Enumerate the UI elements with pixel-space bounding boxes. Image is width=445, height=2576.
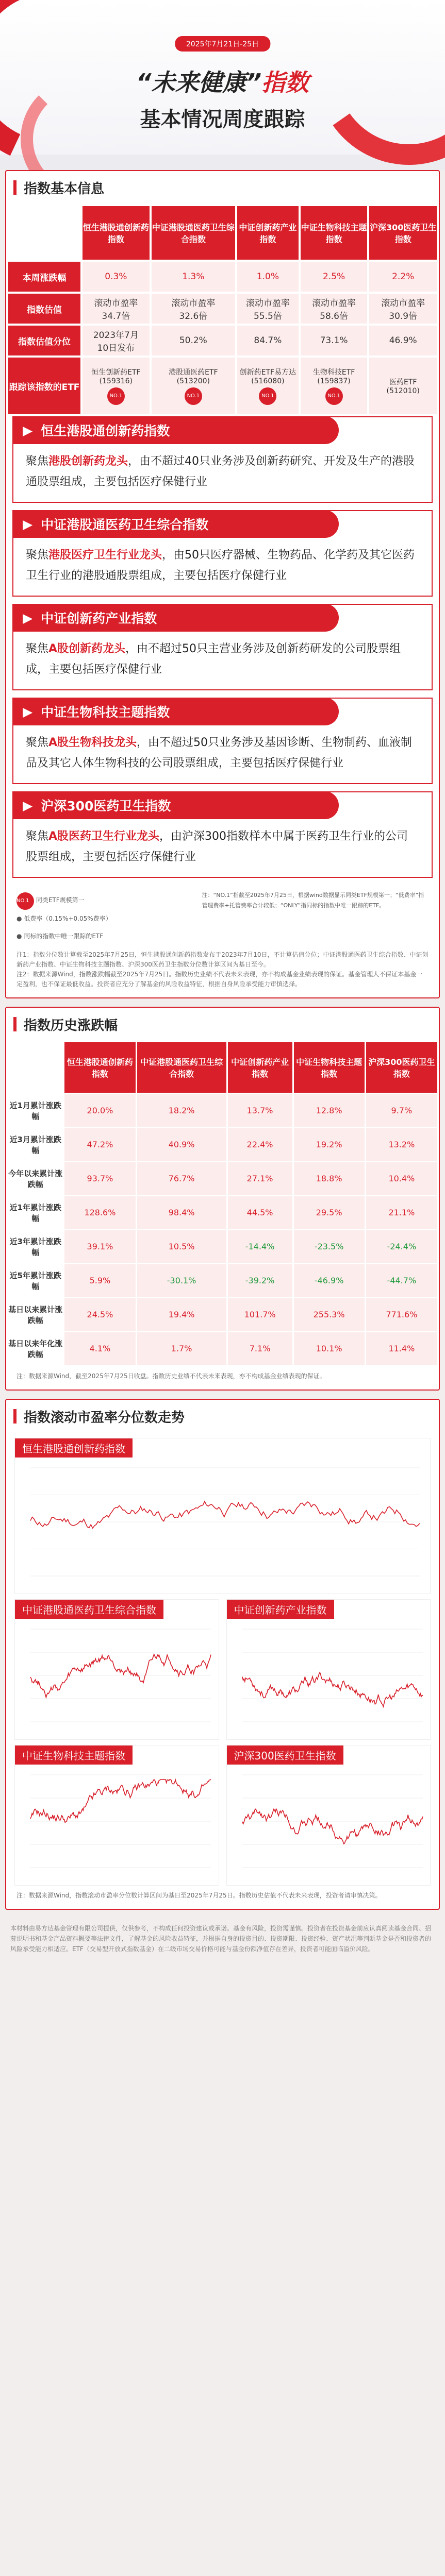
row-header: 近1月累计涨跌幅 <box>8 1094 63 1127</box>
row-header: 指数估值 <box>8 294 80 324</box>
badge-no1-icon: NO.1 <box>17 892 34 910</box>
row-header: 基日以来年化涨跌幅 <box>8 1332 63 1365</box>
index-card-desc: 聚焦A股生物科技龙头，由不超过50只业务涉及基因诊断、生物制药、血液制品及其它人体生物科技的公司股票组成，主要包括医疗保健行业 <box>26 736 413 770</box>
index-card-title: ▶ 中证生物科技主题指数 <box>12 698 339 725</box>
table-row <box>8 1128 437 1161</box>
section-header <box>6 171 439 204</box>
table-row <box>8 1298 437 1331</box>
table-row <box>8 1230 437 1263</box>
arrow-icon: ▶ <box>23 704 33 719</box>
row-header: 近3月累计涨跌幅 <box>8 1128 63 1161</box>
table-cell: -14.4% <box>228 1230 292 1263</box>
table-row <box>8 1094 437 1127</box>
table-cell: 13.2% <box>366 1128 437 1161</box>
badge-no1-icon: NO.1 <box>325 387 343 405</box>
hero-banner <box>0 0 445 170</box>
series-line <box>30 1780 211 1822</box>
index-card-desc: 聚焦港股创新药龙头，由不超过40只业务涉及创新药研究、开发及生产的港股通股票组成，主要包括医疗保健行业 <box>26 455 415 488</box>
series-line <box>242 1672 423 1707</box>
history-note: 注：数据来源Wind，截至2025年7月25日收盘。指数历史业绩不代表未来表现，亦不构成基金业绩表现的保证。 <box>17 1372 326 1380</box>
series-line <box>30 1654 211 1698</box>
table-header: 中证创新药产业指数 <box>228 1042 292 1093</box>
table-cell: 0.3% <box>83 262 150 292</box>
basic-info-table <box>6 204 439 416</box>
table-cell: 恒生创新药ETF (159316) NO.1 <box>83 358 150 414</box>
pe-line-chart <box>15 1458 425 1591</box>
basic-info-section <box>5 170 440 998</box>
pe-chart-3 <box>226 1599 431 1740</box>
table-header: 中证生物科技主题指数 <box>301 206 368 260</box>
row-header: 指数估值分位 <box>8 326 80 355</box>
table-cell: 4.1% <box>64 1332 135 1365</box>
only-icon: ● <box>17 933 22 940</box>
table-cell: -44.7% <box>366 1264 437 1297</box>
note-text: 注1：指数分位数计算截至2025年7月25日，恒生港股通创新药指数发布于2023年7月10日，不计算估值分位；中证港股通医药卫生综合指数、中证创新药产业指数、中证生物科技主题指数、沪深300医药卫生指数分位数计算区间为基日至今。 <box>17 951 428 968</box>
table-header: 沪深300医药卫生指数 <box>369 206 437 260</box>
index-card <box>12 698 433 784</box>
table-cell: 10.1% <box>294 1332 365 1365</box>
table-cell: 46.9% <box>369 326 437 355</box>
legend-items: NO.1 同类ETF规模第一 ● 低费率（0.15%+0.05%费率） ● 同标的指数中唯一跟踪的ETF <box>17 890 202 945</box>
table-row <box>8 1162 437 1195</box>
table-cell: 11.4% <box>366 1332 437 1365</box>
table-cell: 12.8% <box>294 1094 365 1127</box>
index-card <box>12 510 433 597</box>
row-header: 基日以来累计涨跌幅 <box>8 1298 63 1331</box>
table-cell: 18.8% <box>294 1162 365 1195</box>
row-header: 近1年累计涨跌幅 <box>8 1196 63 1229</box>
chart-title: 沪深300医药卫生指数 <box>227 1745 343 1765</box>
table-cell: 滚动市盈率 55.5倍 <box>237 294 299 324</box>
pe-note: 注：数据来源Wind，指数滚动市盈率分位数计算区间为基日至2025年7月25日。指数历史估值不代表未来表现，投资者请审慎决策。 <box>17 1892 382 1899</box>
table-cell: 40.9% <box>137 1128 226 1161</box>
arrow-icon: ▶ <box>23 422 33 438</box>
table-cell: -39.2% <box>228 1264 292 1297</box>
table-row <box>8 1196 437 1229</box>
table-cell: 73.1% <box>301 326 368 355</box>
table-cell: 医药ETF (512010) <box>369 358 437 414</box>
table-cell: 44.5% <box>228 1196 292 1229</box>
table-cell: 滚动市盈率 30.9倍 <box>369 294 437 324</box>
table-cell: -24.4% <box>366 1230 437 1263</box>
section-marker <box>13 1409 17 1423</box>
legend-block <box>6 885 439 950</box>
index-card-desc: 聚焦港股医疗卫生行业龙头，由50只医疗器械、生物药品、化学药及其它医药卫生行业的港股通股票组成，主要包括医疗保健行业 <box>26 549 415 582</box>
section-title: 指数基本信息 <box>24 181 105 197</box>
table-cell: 7.1% <box>228 1332 292 1365</box>
table-header: 沪深300医药卫生指数 <box>366 1042 437 1093</box>
badge-no1-icon: NO.1 <box>107 387 125 405</box>
table-cell: 39.1% <box>64 1230 135 1263</box>
table-cell: 19.2% <box>294 1128 365 1161</box>
table-cell: 5.9% <box>64 1264 135 1297</box>
table-cell: 1.0% <box>237 262 299 292</box>
section-marker <box>13 1017 17 1031</box>
pe-chart-1 <box>14 1438 431 1594</box>
pe-line-chart <box>227 1765 428 1883</box>
hero-title: “未来健康”指数 <box>136 69 309 96</box>
index-card-title: ▶ 沪深300医药卫生指数 <box>12 791 339 819</box>
table-cell: 滚动市盈率 58.6倍 <box>301 294 368 324</box>
badge-no1-icon: NO.1 <box>259 387 276 405</box>
table-header: 恒生港股通创新药指数 <box>64 1042 135 1093</box>
table-header: 恒生港股通创新药指数 <box>83 206 150 260</box>
table-cell: 50.2% <box>152 326 235 355</box>
table-cell: 47.2% <box>64 1128 135 1161</box>
notes-block <box>6 950 439 997</box>
table-row <box>8 1264 437 1297</box>
table-cell: 2.2% <box>369 262 437 292</box>
table-cell: -23.5% <box>294 1230 365 1263</box>
index-card <box>12 604 433 690</box>
section-marker <box>13 180 17 195</box>
table-cell: 98.4% <box>137 1196 226 1229</box>
table-cell: 9.7% <box>366 1094 437 1127</box>
table-cell: -30.1% <box>137 1264 226 1297</box>
pe-line-chart <box>15 1619 216 1737</box>
pe-chart-4 <box>14 1745 219 1886</box>
table-cell: 生物科技ETF (159837) NO.1 <box>301 358 368 414</box>
index-card-title: ▶ 恒生港股通创新药指数 <box>12 416 339 444</box>
table-row <box>8 1332 437 1365</box>
table-cell: 771.6% <box>366 1298 437 1331</box>
row-header: 跟踪该指数的ETF <box>8 358 80 414</box>
pe-line-chart <box>15 1765 216 1883</box>
table-cell: 港股通医药ETF (513200) NO.1 <box>152 358 235 414</box>
chart-title: 恒生港股通创新药指数 <box>15 1438 133 1458</box>
series-line <box>242 1809 423 1844</box>
disclaimer-text: 本材料由易方达基金管理有限公司提供，仅供参考，不构成任何投资建议或承诺。基金有风险，投资需谨慎。投资者在投资基金前应认真阅读基金合同、招募说明书和基金产品资料概要等法律文件，了解基金的风险收益特征，并根据自身的投资目的、投资期限、投资经验、资产状况等判断基金是否和投资者的风险承受能力相适应。ETF（交易型开放式指数基金）在二级市场交易价格可能与基金份额净值存在差异，投资者可能面临溢价风险。 <box>10 1925 432 1953</box>
chart-title: 中证创新药产业指数 <box>227 1600 334 1619</box>
section-header <box>6 1400 439 1433</box>
table-cell: 创新药ETF易方达 (516080) NO.1 <box>237 358 299 414</box>
index-card <box>12 416 433 503</box>
index-card-desc: 聚焦A股医药卫生行业龙头，由沪深300指数样本中属于医药卫生行业的公司股票组成，主要包括医疗保健行业 <box>26 830 408 863</box>
section-title: 指数历史涨跌幅 <box>24 1018 118 1033</box>
index-card-title: ▶ 中证创新药产业指数 <box>12 604 339 632</box>
table-cell: 84.7% <box>237 326 299 355</box>
arrow-icon: ▶ <box>23 516 33 532</box>
pe-line-chart <box>227 1619 428 1737</box>
table-header: 中证生物科技主题指数 <box>294 1042 365 1093</box>
section-header <box>6 1008 439 1041</box>
table-cell: 10.4% <box>366 1162 437 1195</box>
arrow-icon: ▶ <box>23 798 33 813</box>
table-header: 中证创新药产业指数 <box>237 206 299 260</box>
table-header: 中证港股通医药卫生综合指数 <box>152 206 235 260</box>
table-row <box>8 294 437 324</box>
row-header: 今年以来累计涨跌幅 <box>8 1162 63 1195</box>
table-cell: 滚动市盈率 34.7倍 <box>83 294 150 324</box>
table-cell: 19.4% <box>137 1298 226 1331</box>
table-row <box>8 358 437 414</box>
pe-section <box>5 1399 440 1910</box>
table-row <box>8 326 437 355</box>
row-header: 近5年累计涨跌幅 <box>8 1264 63 1297</box>
index-description-list <box>6 416 439 878</box>
table-cell: -46.9% <box>294 1264 365 1297</box>
table-row <box>8 262 437 292</box>
table-cell: 13.7% <box>228 1094 292 1127</box>
table-cell: 滚动市盈率 32.6倍 <box>152 294 235 324</box>
table-cell: 255.3% <box>294 1298 365 1331</box>
table-cell: 2.5% <box>301 262 368 292</box>
badge-no1-icon: NO.1 <box>185 387 202 405</box>
section-title: 指数滚动市盈率分位数走势 <box>24 1410 185 1426</box>
table-cell: 93.7% <box>64 1162 135 1195</box>
low-fee-icon: ● <box>17 915 22 922</box>
date-range-badge: 2025年7月21日-25日 <box>175 36 270 52</box>
legend-note: 注：“NO.1”指截至2025年7月25日，根据wind数据显示同类ETF规模第一；“低费率”指管理费率+托管费率合计较低；“ONLY”指同标的指数中唯一跟踪的ETF。 <box>202 892 424 909</box>
table-cell: 22.4% <box>228 1128 292 1161</box>
arrow-icon: ▶ <box>23 610 33 625</box>
table-cell: 101.7% <box>228 1298 292 1331</box>
pe-chart-2 <box>14 1599 219 1740</box>
chart-title: 中证港股通医药卫生综合指数 <box>15 1600 163 1619</box>
table-cell: 128.6% <box>64 1196 135 1229</box>
table-cell: 18.2% <box>137 1094 226 1127</box>
table-cell: 29.5% <box>294 1196 365 1229</box>
table-cell: 20.0% <box>64 1094 135 1127</box>
table-cell: 76.7% <box>137 1162 226 1195</box>
table-cell: 24.5% <box>64 1298 135 1331</box>
series-line <box>30 1501 420 1528</box>
table-cell: 2023年7月 10日发布 <box>83 326 150 355</box>
history-table <box>6 1041 439 1366</box>
table-cell: 10.5% <box>137 1230 226 1263</box>
table-cell: 1.7% <box>137 1332 226 1365</box>
table-cell: 1.3% <box>152 262 235 292</box>
index-card-desc: 聚焦A股创新药龙头，由不超过50只主营业务涉及创新药研发的公司股票组成，主要包括医疗保健行业 <box>26 642 401 676</box>
note-text: 注2：数据来源Wind，指数涨跌幅截至2025年7月25日。指数历史业绩不代表未来表现，亦不构成基金业绩表现的保证。基金管理人不保证本基金一定盈利，也不保证最低收益。投资者应充分了解基金的风险收益特征，根据自身风险承受能力审慎选择。 <box>17 971 423 988</box>
chart-title: 中证生物科技主题指数 <box>15 1745 133 1765</box>
row-header: 本周涨跌幅 <box>8 262 80 292</box>
index-card <box>12 791 433 878</box>
table-header: 中证港股通医药卫生综合指数 <box>137 1042 226 1093</box>
hero-subtitle: 基本情况周度跟踪 <box>140 108 305 131</box>
history-section <box>5 1007 440 1391</box>
row-header: 近3年累计涨跌幅 <box>8 1230 63 1263</box>
pe-chart-5 <box>226 1745 431 1886</box>
table-cell: 21.1% <box>366 1196 437 1229</box>
index-card-title: ▶ 中证港股通医药卫生综合指数 <box>12 510 339 538</box>
table-cell: 27.1% <box>228 1162 292 1195</box>
